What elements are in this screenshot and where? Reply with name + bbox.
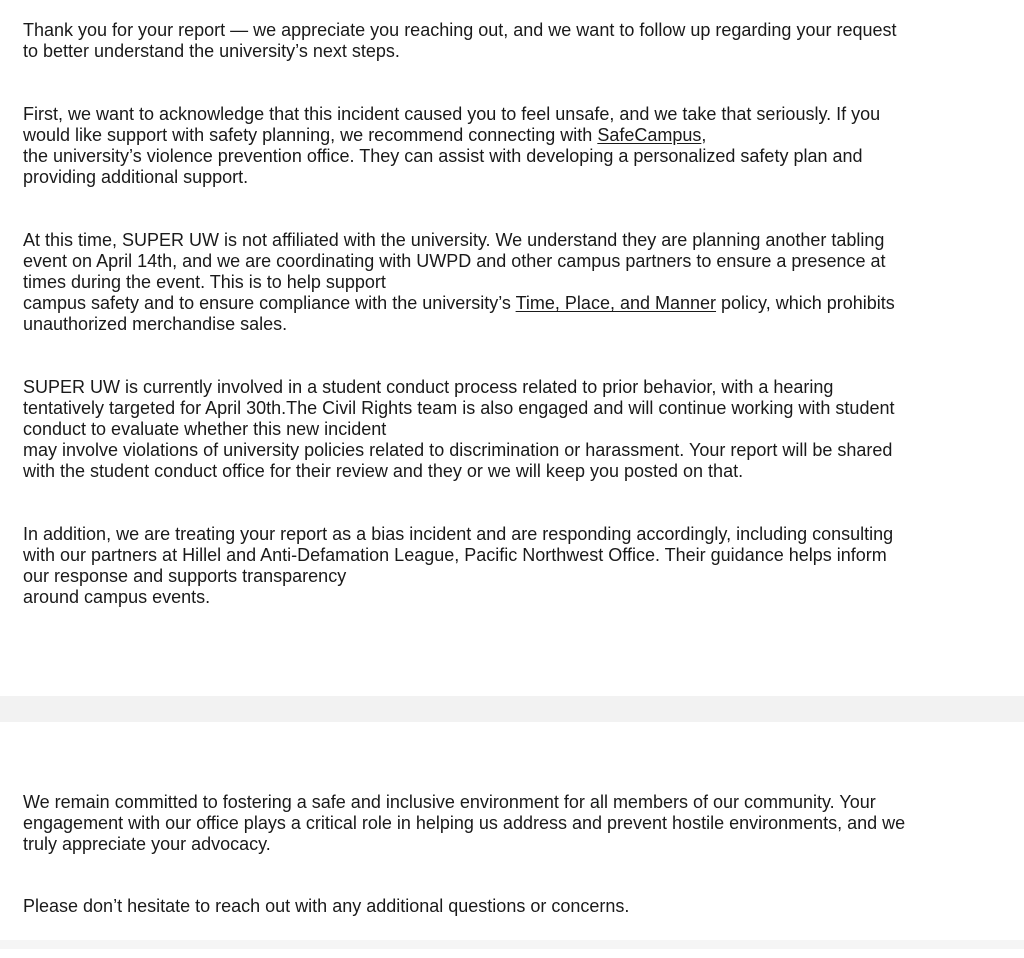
paragraph-affiliation-text-2: policy, which prohibits unauthorized merchandise sales. bbox=[23, 293, 895, 334]
paragraph-sign-off: Please don’t hesitate to reach out with any additional questions or concerns. bbox=[23, 896, 630, 916]
paragraph-bias-incident: In addition, we are treating your report as a bias incident and are responding accordingly, including consulting with our partners at Hillel and Anti-Defamation League, Pacific Northwest Office. Their guidance helps inform our response and supports transparency around campus events. bbox=[23, 524, 894, 607]
section-separator bbox=[0, 696, 1024, 722]
paragraph-affiliation bbox=[23, 230, 983, 335]
paragraph-safety-support bbox=[23, 104, 983, 188]
paragraph-affiliation-text-1: At this time, SUPER UW is not affiliated with the university. We understand they are planning another tabling event on April 14th, and we are coordinating with UWPD and other campus partners to ensure a presence at times during the event. This is to help support campus safety and to ensure compliance with the university’s bbox=[23, 230, 886, 313]
paragraph-conduct-process: SUPER UW is currently involved in a student conduct process related to prior behavior, with a hearing tentatively targeted for April 30th.The Civil Rights team is also engaged and will continue working with student conduct to evaluate whether this new incident may involve violations of university policies related to discrimination or harassment. Your report will be shared with the student conduct office for their review and they or we will keep you posted on that. bbox=[23, 377, 895, 481]
email-body bbox=[23, 20, 983, 650]
paragraph-safety-support-text-2: , the university’s violence prevention office. They can assist with developing a personalized safety plan and providing additional support. bbox=[23, 125, 863, 187]
email-closing bbox=[23, 792, 983, 958]
paragraph-safety-support-text-1: First, we want to acknowledge that this incident caused you to feel unsafe, and we take that seriously. If you would like support with safety planning, we recommend connecting with bbox=[23, 104, 881, 145]
paragraph-thanks: Thank you for your report — we appreciate you reaching out, and we want to follow up regarding your request to better understand the university’s next steps. bbox=[23, 20, 897, 61]
bottom-separator bbox=[0, 940, 1024, 949]
paragraph-commitment: We remain committed to fostering a safe and inclusive environment for all members of our community. Your engagement with our office plays a critical role in helping us address and prevent hostile environments, and we truly appreciate your advocacy. bbox=[23, 792, 906, 854]
safecampus-link[interactable]: SafeCampus bbox=[597, 125, 702, 145]
time-place-manner-link[interactable]: Time, Place, and Manner bbox=[515, 293, 717, 313]
